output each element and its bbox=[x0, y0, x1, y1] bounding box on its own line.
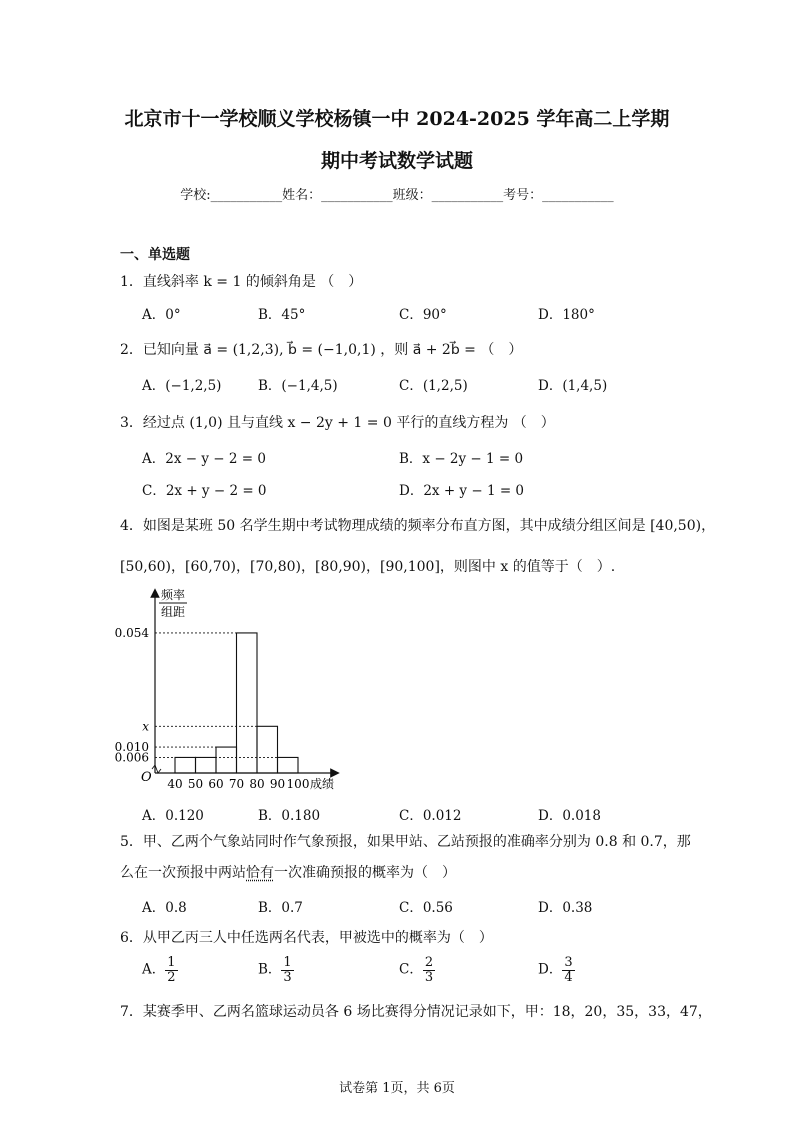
q5-stem-post: 一次准确预报的概率为（ ） bbox=[274, 865, 456, 881]
histogram-bar bbox=[196, 757, 217, 773]
x-tick-label: 60 bbox=[208, 777, 224, 791]
title-line-2: 期中考试数学试题 bbox=[320, 150, 473, 172]
q6-option-d bbox=[538, 956, 575, 984]
question-6-stem: 6．从甲乙丙三人中任选两名代表，甲被选中的概率为（ ） bbox=[120, 930, 493, 946]
question-2-stem: 2．已知向量 a⃗ = (1,2,3), b⃗ = (−1,0,1) ，则 a⃗ + 2b⃗ = （ ） bbox=[120, 342, 523, 358]
y-axis-label-numerator: 频率 bbox=[161, 588, 186, 602]
q1-option-d: D．180° bbox=[538, 307, 595, 323]
q3-option-b: B．x − 2y − 1 = 0 bbox=[399, 451, 524, 467]
axis-break-mark bbox=[152, 765, 161, 773]
histogram-bar bbox=[257, 726, 278, 773]
histogram-bar bbox=[216, 747, 237, 773]
x-tick-label: 70 bbox=[228, 777, 245, 791]
section-title: 一、单选题 bbox=[120, 247, 190, 263]
fraction-numerator: 1 bbox=[283, 955, 292, 970]
q5-option-a: A．0.8 bbox=[142, 900, 187, 916]
question-3-stem: 3．经过点 (1,0) 且与直线 x − 2y + 1 = 0 平行的直线方程为 （ ） bbox=[120, 415, 555, 431]
y-tick-label: 0.006 bbox=[114, 750, 149, 765]
q5-option-c: C．0.56 bbox=[399, 900, 453, 916]
x-tick-label: 80 bbox=[249, 777, 265, 791]
histogram-bar bbox=[237, 633, 258, 773]
x-tick-label: 40 bbox=[167, 777, 183, 791]
q3-option-a: A．2x − y − 2 = 0 bbox=[142, 451, 266, 467]
question-5-stem-line-2 bbox=[120, 862, 456, 882]
q2-option-d: D．(1,4,5) bbox=[538, 378, 608, 394]
fraction-numerator: 1 bbox=[167, 955, 176, 970]
q2-option-c: C．(1,2,5) bbox=[399, 378, 468, 394]
x-tick-label: 50 bbox=[187, 777, 204, 791]
q6-option-b bbox=[258, 956, 294, 984]
fraction bbox=[423, 956, 435, 984]
x-axis-label: 成绩 bbox=[310, 777, 335, 791]
q1-option-c: C．90° bbox=[399, 307, 447, 323]
histogram-bar bbox=[175, 757, 196, 773]
fraction-numerator: 2 bbox=[424, 955, 434, 970]
frequency-histogram bbox=[110, 585, 350, 795]
fraction bbox=[281, 956, 293, 984]
title-line-1: 北京市十一学校顺义学校杨镇一中 2024-2025 学年高二上学期 bbox=[124, 108, 670, 130]
q6-option-c-prefix: C． bbox=[399, 961, 423, 978]
question-5-stem-line-1: 5．甲、乙两个气象站同时作气象预报，如果甲站、乙站预报的准确率分别为 0.8 和 0.7，那 bbox=[120, 834, 691, 850]
question-4-stem-line-1: 4．如图是某班 50 名学生期中考试物理成绩的频率分布直方图，其中成绩分组区间是 [40,50)， bbox=[120, 518, 716, 534]
y-tick-label: x bbox=[142, 719, 149, 734]
y-axis-label-denominator: 组距 bbox=[161, 605, 186, 619]
y-tick-label: 0.010 bbox=[114, 740, 149, 755]
student-info-line: 学校:___________姓名：___________班级：___________考号：___________ bbox=[180, 188, 614, 203]
q2-option-a: A．(−1,2,5) bbox=[142, 378, 222, 394]
q6-option-d-prefix: D． bbox=[538, 961, 563, 978]
q6-option-c bbox=[399, 956, 435, 984]
q5-option-d: D．0.38 bbox=[538, 900, 593, 916]
fraction-denominator: 3 bbox=[424, 969, 434, 985]
q5-stem-pre: 么在一次预报中两站 bbox=[120, 865, 246, 881]
q4-option-d: D．0.018 bbox=[538, 808, 601, 824]
x-tick-label: 90 bbox=[269, 777, 286, 791]
fraction bbox=[562, 956, 574, 984]
q3-option-c: C．2x + y − 2 = 0 bbox=[142, 483, 267, 499]
question-7-stem: 7．某赛季甲、乙两名篮球运动员各 6 场比赛得分情况记录如下，甲：18，20，35，33，47， bbox=[120, 1004, 712, 1020]
fraction-numerator: 3 bbox=[564, 955, 573, 970]
q4-option-a: A．0.120 bbox=[142, 808, 204, 824]
q2-option-b: B．(−1,4,5) bbox=[258, 378, 338, 394]
q4-option-b: B．0.180 bbox=[258, 808, 321, 824]
question-4-stem-line-2: [50,60)，[60,70)，[70,80)，[80,90)，[90,100]，则图中 x 的值等于（ ）. bbox=[120, 559, 616, 575]
histogram-bar bbox=[278, 757, 299, 773]
q6-option-a-prefix: A． bbox=[142, 961, 166, 978]
q1-option-b: B．45° bbox=[258, 307, 306, 323]
q4-option-c: C．0.012 bbox=[399, 808, 462, 824]
q6-option-b-prefix: B． bbox=[258, 961, 282, 978]
y-tick-label: 0.054 bbox=[114, 625, 149, 640]
q3-option-d: D．2x + y − 1 = 0 bbox=[399, 483, 525, 499]
x-tick-label: 100 bbox=[286, 777, 310, 791]
fraction-denominator: 2 bbox=[167, 969, 176, 985]
fraction-denominator: 4 bbox=[564, 969, 573, 985]
fraction bbox=[165, 956, 177, 984]
q5-stem-emphasis: 恰有 bbox=[246, 865, 274, 881]
q5-option-b: B．0.7 bbox=[258, 900, 303, 916]
q6-option-a bbox=[142, 956, 178, 984]
fraction-denominator: 3 bbox=[283, 969, 292, 985]
page-footer: 试卷第 1页，共 6页 bbox=[339, 1081, 455, 1096]
origin-label: O bbox=[141, 770, 152, 785]
q1-option-a: A．0° bbox=[142, 307, 181, 323]
question-1-stem: 1．直线斜率 k = 1 的倾斜角是 （ ） bbox=[120, 274, 363, 290]
